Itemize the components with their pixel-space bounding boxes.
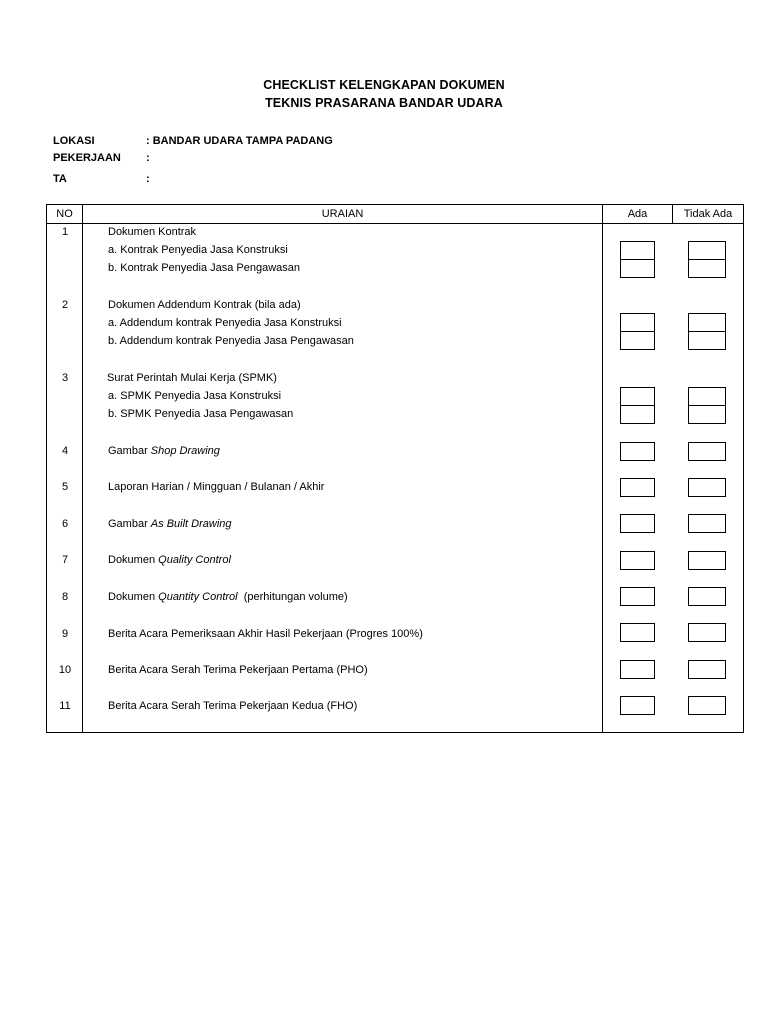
- table-top-border: [46, 204, 744, 205]
- table-right-border: [743, 204, 744, 733]
- header-ada: Ada: [627, 208, 648, 220]
- ada-checkbox[interactable]: [620, 660, 655, 679]
- ta-label: TA: [53, 173, 67, 185]
- header-no: NO: [56, 208, 73, 220]
- header-tidak-ada: Tidak Ada: [683, 208, 733, 220]
- row-title-italic: Shop Drawing: [150, 445, 220, 457]
- tidak-ada-checkbox[interactable]: [688, 405, 726, 424]
- ada-checkbox[interactable]: [620, 551, 655, 570]
- row-number: 6: [61, 518, 69, 530]
- tidak-ada-checkbox[interactable]: [688, 241, 726, 260]
- row-title-text: Gambar: [108, 445, 151, 457]
- row-title: Dokumen Kontrak: [108, 226, 197, 238]
- ada-checkbox[interactable]: [620, 259, 655, 278]
- tidak-ada-checkbox[interactable]: [688, 387, 726, 406]
- tidak-ada-checkbox[interactable]: [688, 331, 726, 350]
- ada-checkbox[interactable]: [620, 241, 655, 260]
- row-number: 2: [61, 299, 69, 311]
- row-title: Berita Acara Pemeriksaan Akhir Hasil Pekerjaan (Progres 100%): [108, 628, 423, 640]
- ada-checkbox[interactable]: [620, 442, 655, 461]
- column-divider-uraian: [602, 204, 603, 733]
- tidak-ada-checkbox[interactable]: [688, 551, 726, 570]
- tidak-ada-checkbox[interactable]: [688, 696, 726, 715]
- table-header-divider: [46, 223, 744, 224]
- row-title: [108, 591, 348, 603]
- ada-checkbox[interactable]: [620, 331, 655, 350]
- ada-checkbox[interactable]: [620, 405, 655, 424]
- row-subitem: a. Kontrak Penyedia Jasa Konstruksi: [108, 244, 288, 256]
- ada-checkbox[interactable]: [620, 387, 655, 406]
- row-number: 4: [61, 445, 69, 457]
- ada-checkbox[interactable]: [620, 514, 655, 533]
- tidak-ada-checkbox[interactable]: [688, 259, 726, 278]
- row-number: 9: [61, 628, 69, 640]
- row-title: Berita Acara Serah Terima Pekerjaan Kedua (FHO): [108, 700, 358, 712]
- row-subitem: b. Addendum kontrak Penyedia Jasa Pengawasan: [108, 335, 354, 347]
- row-subitem: a. Addendum kontrak Penyedia Jasa Konstruksi: [108, 317, 342, 329]
- lokasi-label: LOKASI: [53, 135, 95, 147]
- row-title: [108, 445, 220, 457]
- row-title: Berita Acara Serah Terima Pekerjaan Pertama (PHO): [108, 664, 368, 676]
- row-title: [108, 518, 232, 530]
- tidak-ada-checkbox[interactable]: [688, 623, 726, 642]
- row-title-italic: Quantity Control: [158, 591, 238, 603]
- row-title: Laporan Harian / Mingguan / Bulanan / Akhir: [108, 481, 325, 493]
- table-left-border: [46, 204, 47, 733]
- row-number: 8: [61, 591, 69, 603]
- row-title: Surat Perintah Mulai Kerja (SPMK): [107, 372, 277, 384]
- table-bottom-border: [46, 732, 744, 733]
- tidak-ada-checkbox[interactable]: [688, 478, 726, 497]
- document-title-line-1: CHECKLIST KELENGKAPAN DOKUMEN: [263, 78, 505, 92]
- header-uraian: URAIAN: [321, 208, 364, 220]
- row-title-suffix: (perhitungan volume): [237, 591, 348, 603]
- row-title-text: Dokumen: [108, 591, 159, 603]
- row-subitem: b. Kontrak Penyedia Jasa Pengawasan: [108, 262, 301, 274]
- row-number: 1: [61, 226, 69, 238]
- tidak-ada-checkbox[interactable]: [688, 660, 726, 679]
- row-title-text: Dokumen: [108, 554, 159, 566]
- tidak-ada-checkbox[interactable]: [688, 514, 726, 533]
- row-subitem: b. SPMK Penyedia Jasa Pengawasan: [108, 408, 294, 420]
- tidak-ada-checkbox[interactable]: [688, 442, 726, 461]
- row-title-text: Gambar: [108, 518, 151, 530]
- tidak-ada-checkbox[interactable]: [688, 587, 726, 606]
- row-number: 10: [58, 664, 72, 676]
- ada-checkbox[interactable]: [620, 313, 655, 332]
- ada-checkbox[interactable]: [620, 696, 655, 715]
- tidak-ada-checkbox[interactable]: [688, 313, 726, 332]
- ada-checkbox[interactable]: [620, 587, 655, 606]
- column-divider-no: [82, 204, 83, 733]
- pekerjaan-label: PEKERJAAN: [53, 152, 121, 164]
- ada-checkbox[interactable]: [620, 478, 655, 497]
- row-title-italic: As Built Drawing: [150, 518, 232, 530]
- lokasi-value: : BANDAR UDARA TAMPA PADANG: [146, 135, 333, 147]
- document-title-line-2: TEKNIS PRASARANA BANDAR UDARA: [265, 96, 503, 110]
- row-number: 3: [61, 372, 69, 384]
- row-title: [108, 554, 231, 566]
- row-title-italic: Quality Control: [158, 554, 231, 566]
- row-number: 7: [61, 554, 69, 566]
- row-subitem: a. SPMK Penyedia Jasa Konstruksi: [108, 390, 282, 402]
- ada-checkbox[interactable]: [620, 623, 655, 642]
- ta-value: :: [146, 173, 150, 185]
- row-title: Dokumen Addendum Kontrak (bila ada): [108, 299, 301, 311]
- pekerjaan-value: :: [146, 152, 150, 164]
- row-number: 5: [61, 481, 69, 493]
- row-number: 11: [59, 700, 71, 712]
